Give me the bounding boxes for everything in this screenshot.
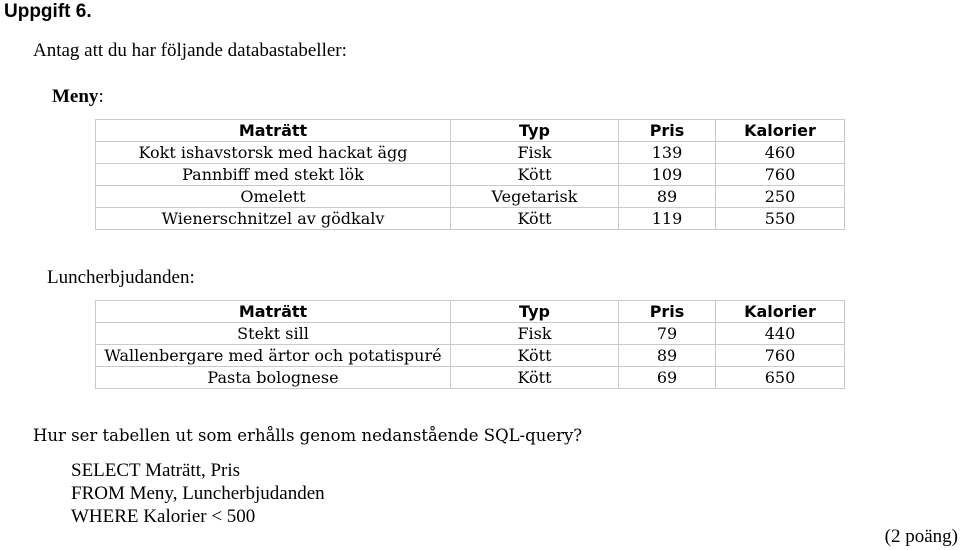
table-cell: Kött (451, 208, 619, 230)
column-header: Kalorier (716, 301, 845, 323)
table-cell: Pasta bolognese (96, 367, 451, 389)
table-cell: Kött (451, 345, 619, 367)
table-cell: 109 (619, 164, 716, 186)
table-cell: Fisk (451, 142, 619, 164)
table-row (96, 208, 845, 230)
table-header-row (96, 301, 845, 323)
column-header: Maträtt (96, 301, 451, 323)
table-cell: Kokt ishavstorsk med hackat ägg (96, 142, 451, 164)
table-cell: 650 (716, 367, 845, 389)
lunch-label: Luncherbjudanden: (47, 267, 195, 288)
column-header: Kalorier (716, 120, 845, 142)
column-header: Typ (451, 301, 619, 323)
table-cell: Stekt sill (96, 323, 451, 345)
lunch-table (95, 300, 845, 389)
table-cell: 250 (716, 186, 845, 208)
table-row (96, 164, 845, 186)
table-cell: 139 (619, 142, 716, 164)
table-row (96, 142, 845, 164)
meny-label: Meny: (52, 86, 104, 107)
column-header: Pris (619, 301, 716, 323)
table-cell: Wallenbergare med ärtor och potatispuré (96, 345, 451, 367)
table-cell: 89 (619, 345, 716, 367)
table-cell: 89 (619, 186, 716, 208)
table-cell: 550 (716, 208, 845, 230)
table-cell: Wienerschnitzel av gödkalv (96, 208, 451, 230)
column-header: Typ (451, 120, 619, 142)
sql-line-select: SELECT Maträtt, Pris (71, 460, 241, 481)
task-title: Uppgift 6. (4, 1, 92, 22)
table-cell: 760 (716, 164, 845, 186)
table-cell: 460 (716, 142, 845, 164)
table-row (96, 186, 845, 208)
table-row (96, 345, 845, 367)
table-cell: 760 (716, 345, 845, 367)
column-header: Pris (619, 120, 716, 142)
table-cell: 79 (619, 323, 716, 345)
sql-line-where: WHERE Kalorier < 500 (71, 506, 256, 527)
table-cell: Kött (451, 367, 619, 389)
table-header-row (96, 120, 845, 142)
table-cell: 119 (619, 208, 716, 230)
table-cell: Pannbiff med stekt lök (96, 164, 451, 186)
column-header: Maträtt (96, 120, 451, 142)
table-cell: 69 (619, 367, 716, 389)
sql-line-from: FROM Meny, Luncherbjudanden (71, 483, 325, 504)
table-cell: Omelett (96, 186, 451, 208)
points-label: (2 poäng) (884, 526, 958, 547)
table-cell: Kött (451, 164, 619, 186)
table-cell: Fisk (451, 323, 619, 345)
table-row (96, 323, 845, 345)
table-row (96, 367, 845, 389)
table-cell: Vegetarisk (451, 186, 619, 208)
table-cell: 440 (716, 323, 845, 345)
intro-text: Antag att du har följande databastabeller: (33, 40, 347, 61)
meny-table (95, 119, 845, 230)
question-text: Hur ser tabellen ut som erhålls genom nedanstående SQL-query? (33, 426, 583, 445)
